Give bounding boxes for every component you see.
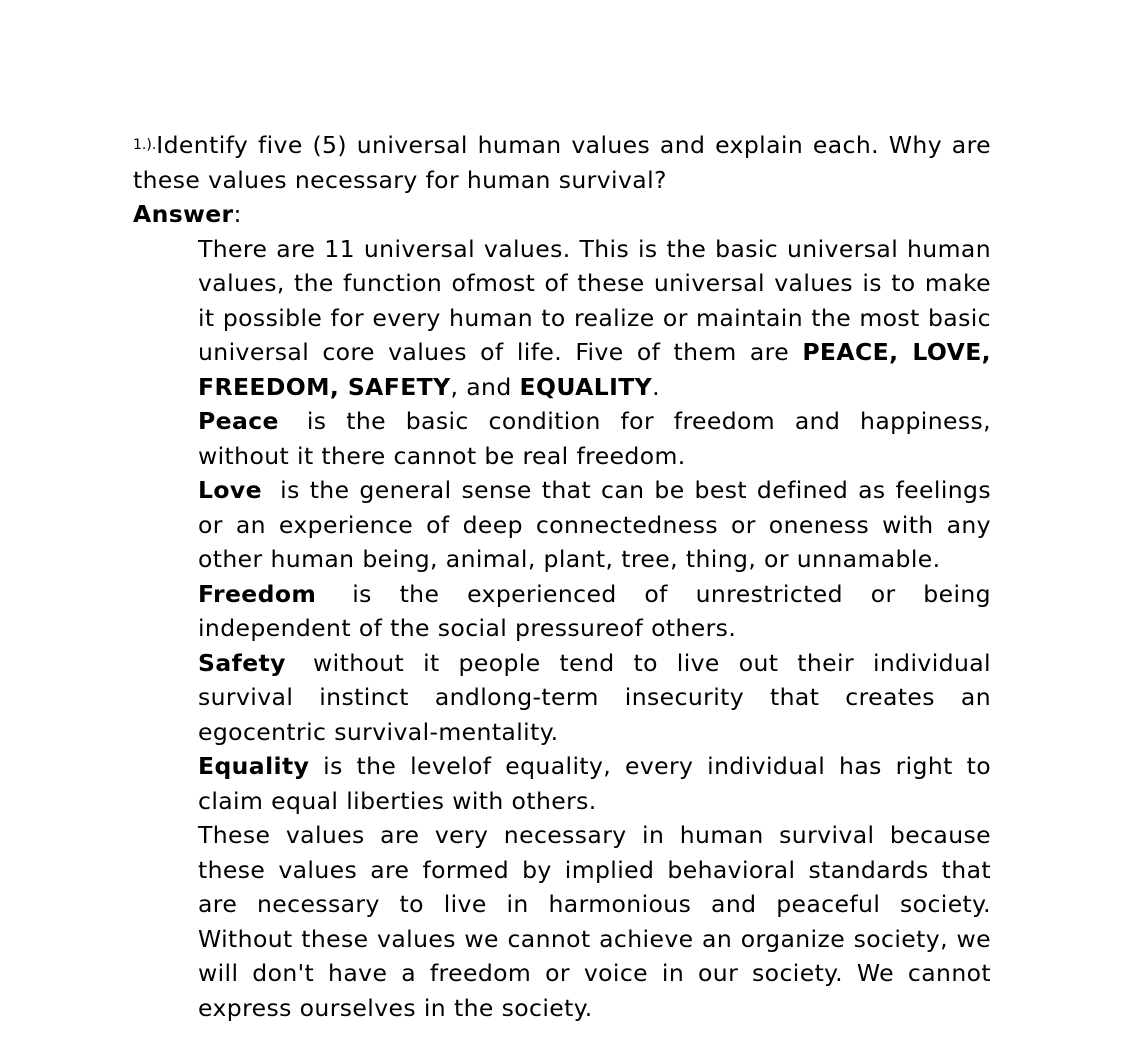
value-paragraph-freedom xyxy=(198,577,991,646)
intro-end: . xyxy=(652,372,660,401)
value-paragraph-safety xyxy=(198,646,991,750)
value-definition: is the general sense that can be best defined as feelings or an experience of deep connectedness or oneness with any other human being, animal, plant, tree, thing, or unnamable. xyxy=(198,476,992,573)
value-term: Love xyxy=(198,476,262,504)
conclusion-paragraph: These values are very necessary in human survival because these values are formed by implied behavioral standards that are necessary to live in harmonious and peaceful society. Without these values we cannot achieve an organize society, we will don't have a freedom or voice in our society. We cannot express ourselves in the society. xyxy=(198,821,991,1022)
answer-heading xyxy=(133,197,991,232)
question-number: 1.). xyxy=(133,137,157,153)
value-definition: is the levelof equality, every individual has right to claim equal liberties with others. xyxy=(198,752,991,815)
intro-last-value: EQUALITY xyxy=(519,372,653,401)
value-definition: is the experienced of unrestricted or being independent of the social pressureof others. xyxy=(198,579,991,642)
intro-values-list: PEACE, LOVE, FREEDOM, SAFETY xyxy=(198,338,992,401)
value-definition: is the basic condition for freedom and happiness, without it there cannot be real freedom. xyxy=(198,407,991,470)
answer-body xyxy=(198,232,991,1026)
value-definition: without it people tend to live out their individual survival instinct andlong-term insecurity that creates an egocentric survival-mentality. xyxy=(198,648,991,746)
value-term: Safety xyxy=(198,648,286,677)
value-term: Peace xyxy=(198,407,279,435)
value-paragraph-peace xyxy=(198,404,991,473)
intro-and-text: , and xyxy=(450,372,512,401)
answer-colon: : xyxy=(233,200,242,228)
value-term: Equality xyxy=(198,752,310,780)
question xyxy=(133,128,991,197)
document-content xyxy=(133,128,991,1025)
value-term: Freedom xyxy=(198,579,317,608)
question-text: Identify five (5) universal human values and explain each. Why are these values necessary for human survival? xyxy=(133,131,991,194)
intro-paragraph xyxy=(198,232,991,405)
intro-text: There are 11 universal values. This is the basic universal human values, the function ofmost of these universal values is to make it possible for every human to realize or maintain the most basic universal core values of life. Five of them are xyxy=(198,234,991,366)
value-paragraph-love xyxy=(198,473,991,577)
answer-label: Answer xyxy=(133,200,234,228)
value-paragraph-equality xyxy=(198,749,991,818)
